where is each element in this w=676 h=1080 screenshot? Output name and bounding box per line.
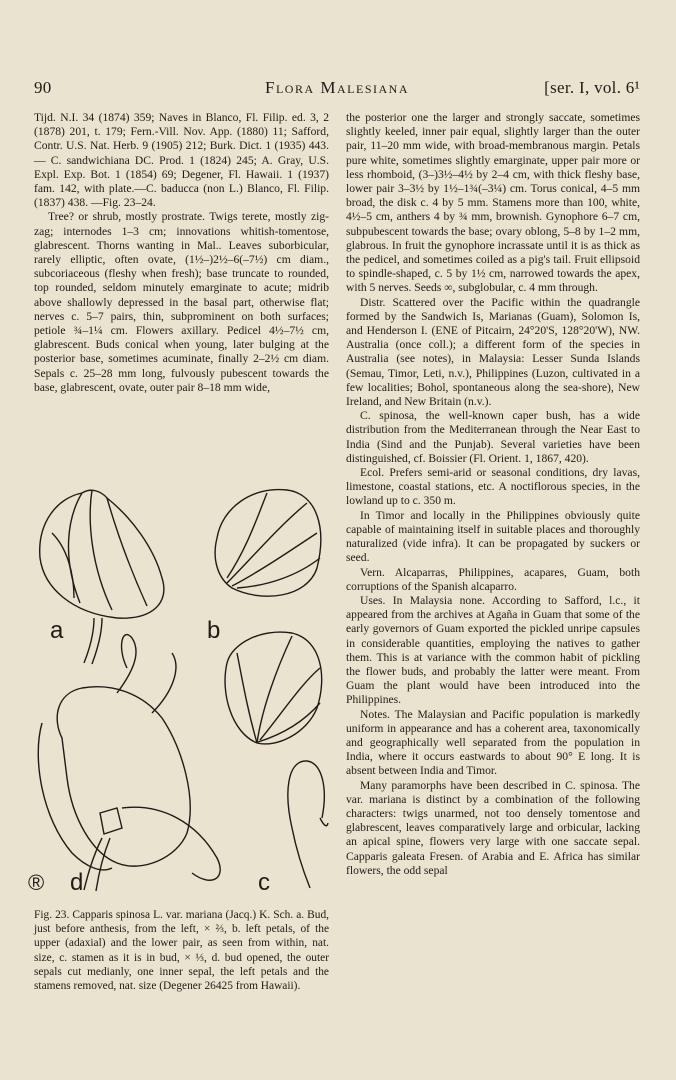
synonymy-paragraph: Tijd. N.I. 34 (1874) 359; Naves in Blanco, Fl. Filip. ed. 3, 2 (1878) 201, t. 179; Fern.-Vill. Nov. App. (1880) 11; Safford, Contr. U.S. Nat. Herb. 9 (1905) 212; Burk. Dict. 1 (1935) 443.— C. sandwichiana DC. Prod. 1 (1824) 245; A. Gray, U.S. Expl. Exp. Bot. 1 (1854) 69; Degener, Fl. Hawaii. 1 (1937) fam. 142, with plate.—C. baducca (non L.) Blanco, Fl. Filip. (1837) 438. —Fig. 23–24. (34, 111, 329, 210)
notes-paragraph: Notes. The Malaysian and Pacific population is markedly uniform in appearance and has a coherent area, taxonomically and geographically well separated from the population in India, where it occurs eastwards to about 90° E long. It is absent between India and Timor. (346, 707, 640, 778)
left-column-text (34, 111, 329, 395)
timor-paragraph: In Timor and locally in the Philippines obviously quite capable of maintaining itself in suitable places and thoroughly naturalized (vide infra). It can be propagated by suckers or seed. (346, 508, 640, 565)
series-volume: [ser. I, vol. 6¹ (544, 78, 640, 97)
figure-caption (34, 908, 329, 993)
figure-label-a: a (50, 617, 64, 644)
petal-drawing-b-upper (215, 490, 321, 597)
caption-text: Fig. 23. Capparis spinosa L. var. mariana (Jacq.) K. Sch. a. Bud, just before anthesis, from the left, × ⅔, b. left petals, of the upper (adaxial) and the lower pair, as seen from within, nat. size, c. stamen as it is in bud, × ⅓, d. bud opened, the outer sepals cut medianly, one inner sepal, the left petals and the stamens removed, nat. size (Degener 26425 from Hawaii). (34, 909, 329, 993)
uses-paragraph: Uses. In Malaysia none. According to Safford, l.c., it appeared from the archives at Agaña in Guam that some of the early governors of Guam exported the pickled unripe capsules in considerable quantities, employing the natives to gather them. This is at variance with the common habit of pickling the flower buds, and probably the latter were meant. From Guam the plant would have been introduced into the Philippines. (346, 593, 640, 707)
botanical-illustration (22, 478, 332, 898)
petal-drawing-b-lower (225, 632, 322, 744)
running-title: Flora Malesiana (265, 78, 409, 97)
distribution-paragraph: Distr. Scattered over the Pacific within the quadrangle formed by the Sandwich Is, Marianas (Guam), Solomon Is, and Henderson I. (ENE of Pitcairn, 24°20'S, 128°20'W), NW. Australia (once coll.); a different form of the species in Australia (see notes), in Malaysia: Lesser Sunda Islands (Semau, Timor, Leti, n.v.), Philippines (Luzon, cultivated in a few localities; Bohol, spontaneous along the sea-shore), New Ireland, and New Britain (n.v.). (346, 295, 640, 409)
vernacular-paragraph: Vern. Alcaparras, Philippines, acapares, Guam, both corruptions of the Spanish alcaparro. (346, 565, 640, 593)
page-number: 90 (34, 78, 52, 97)
ecology-paragraph: Ecol. Prefers semi-arid or seasonal conditions, dry lavas, limestone, coastal stations, etc. A noctiflorous species, in the lowland up to c. 350 m. (346, 466, 640, 508)
stamen-drawing-c (288, 761, 328, 888)
open-bud-drawing-d (38, 635, 220, 891)
description-paragraph: Tree? or shrub, mostly prostrate. Twigs terete, mostly zig-zag; internodes 1–3 cm; innovations whitish-tomentose, glabrescent. Thorns wanting in Mal.. Leaves suborbicular, rarely elliptic, often ovate, (1½–)2½–6(–7½) cm diam., subcoriaceous (fleshy when fresh); base truncate to rounded, top rounded, seldom minutely emarginate to acute; midrib above shallowly depressed in the basal part, otherwise flat; nerves c. 5–7 pairs, thin, subprominent on both surfaces; petiole ¾–1¼ cm. Flowers axillary. Pedicel 4½–7½ cm, glabrescent. Buds conical when young, later bulging at the posterior base, sometimes acuminate, finally 2–2½ cm diam. Sepals c. 25–28 mm long, fulvously pubescent towards the base, glabrescent, ovate, outer pair 8–18 mm wide, (34, 210, 329, 394)
spinosa-paragraph: C. spinosa, the well-known caper bush, has a wide distribution from the Mediterranean through the Near East to India (Sind and the Punjab). Several varieties have been distinguished, cf. Boissier (Fl. Orient. 1, 1867, 420). (346, 409, 640, 465)
copyright-mark: ® (28, 870, 45, 895)
figure-label-c: c (258, 869, 270, 896)
right-column-text (346, 111, 640, 878)
figure-label-d: d (70, 869, 84, 896)
running-header (34, 78, 640, 102)
description-continued: the posterior one the larger and strongly saccate, sometimes slightly keeled, inner pair equal, slightly larger than the outer pair, 11–20 mm wide, with broad-membranous margin. Petals pure white, sometimes slightly emarginate, upper pair more or less rhomboid, (3–)3½–4½ by 2–4 cm, with thick fleshy base, lower pair 3–3½ by 1½–1¾(–3¼) cm. Torus conical, 4–5 mm broad, the disk c. 4 by 5 mm. Stamens more than 100, white, 4½–5 cm, anthers 4 by ¾ mm, brownish. Gynophore 6–7 cm, subpubescent towards the base; ovary oblong, 5–8 by 1–2 mm, glabrous. In fruit the gynophore incrassate until it is as thick as the pedicel, and sometimes coiled as a pig's tail. Fruit ellipsoid to spindle-shaped, c. 5 by 1½ cm, narrowed towards the apex, with 5 nerves. Seeds ∞, subglobular, c. 4 mm through. (346, 111, 640, 295)
paramorphs-paragraph: Many paramorphs have been described in C. spinosa. The var. mariana is distinct by a combination of the following characters: twigs unarmed, not too densely tomentose and glabrescent, leaves comparatively large and orbicular, lacking an apical spine, flowers very large with one saccate sepal. Capparis galeata Fresen. of Arabia and E. Africa has similar flowers, the odd sepal (346, 778, 640, 877)
figure-label-b: b (207, 617, 221, 644)
